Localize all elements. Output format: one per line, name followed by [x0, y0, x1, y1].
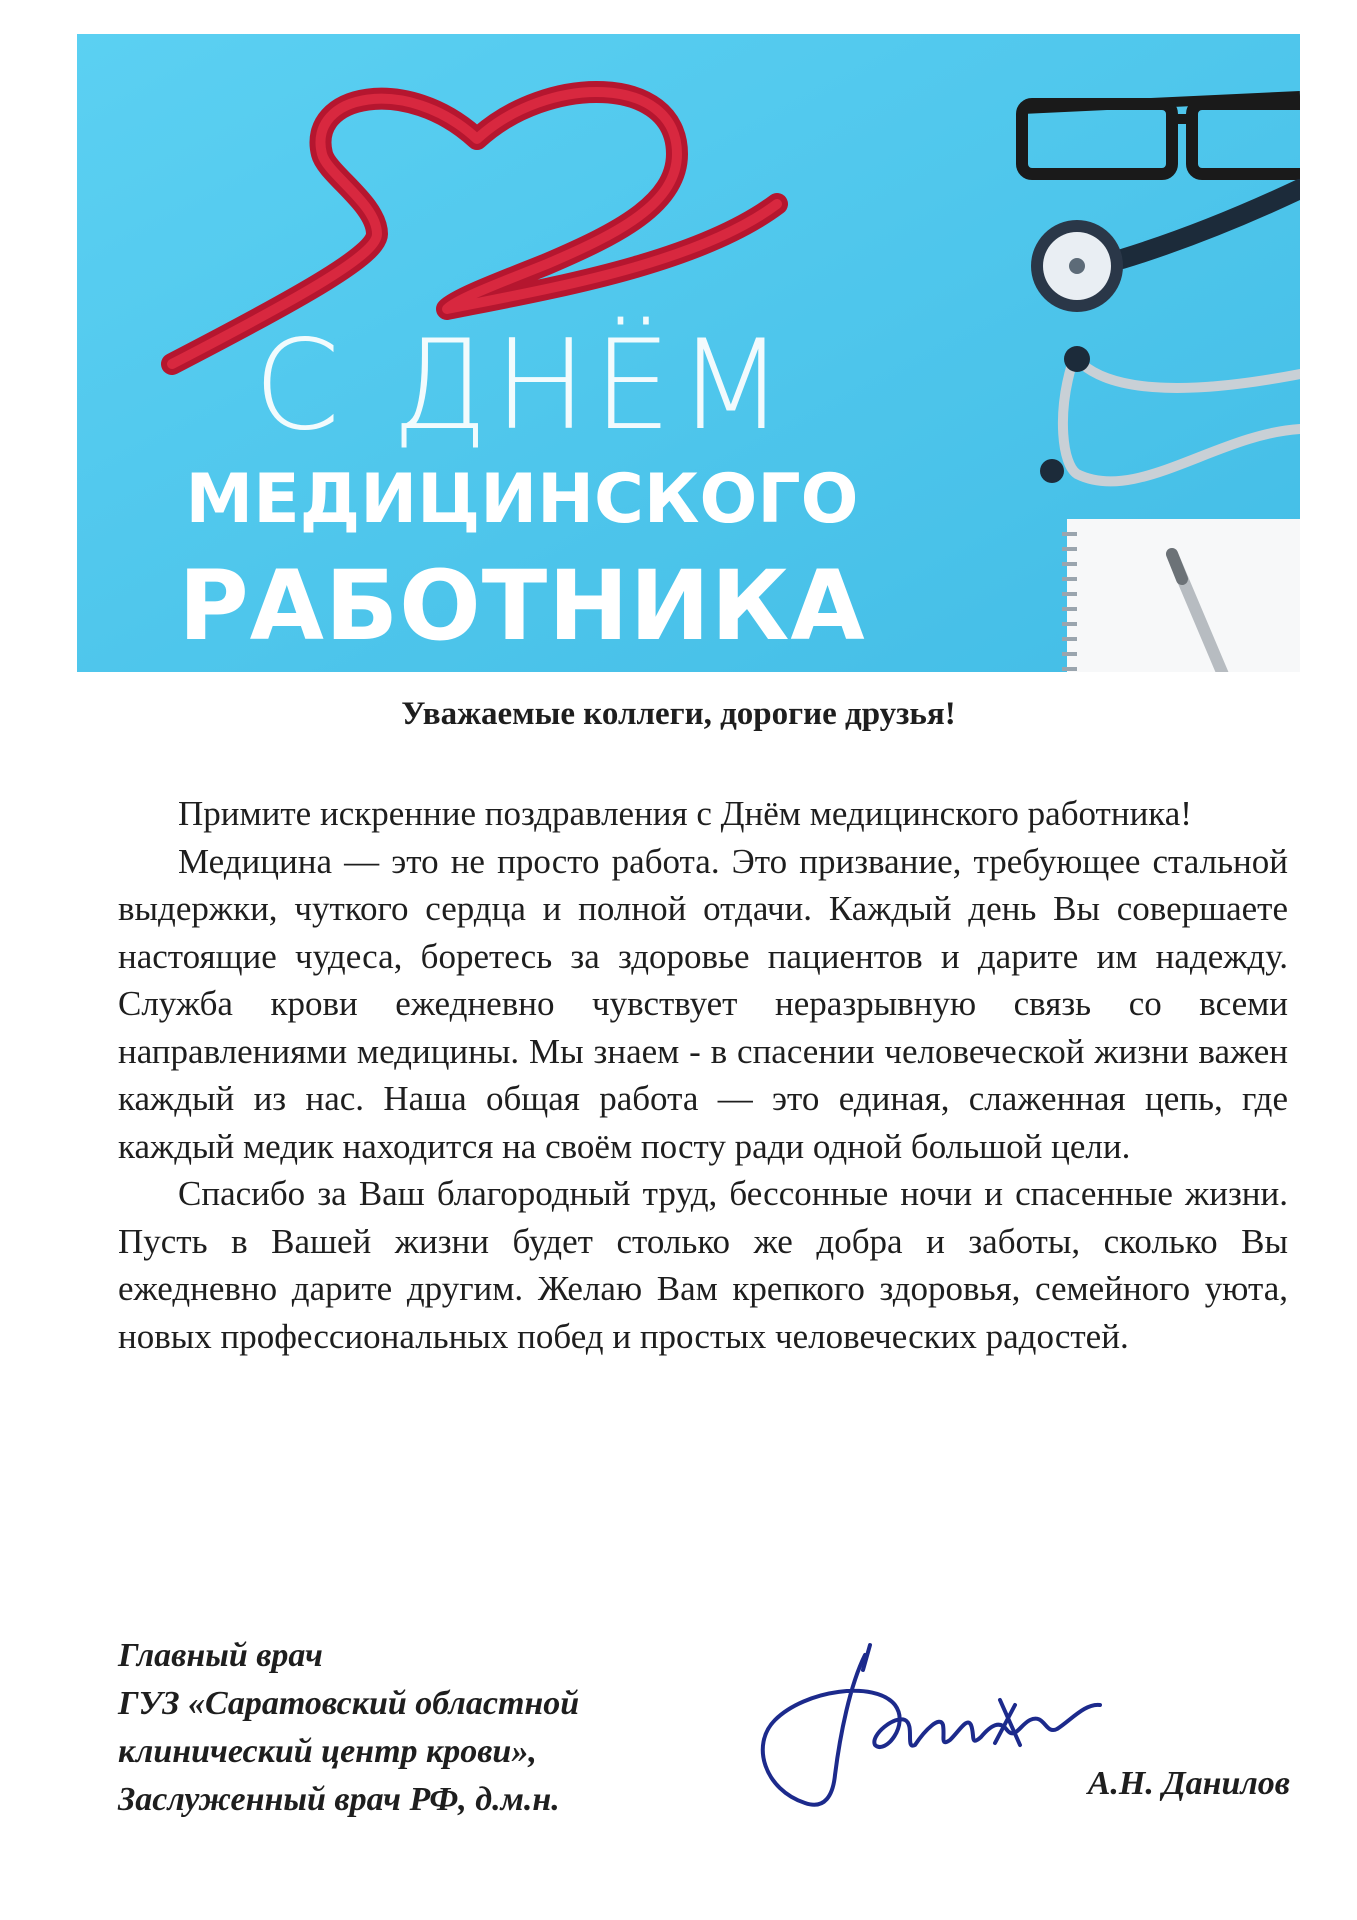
banner — [77, 34, 1300, 672]
letter-paragraph-1: Примите искренние поздравления с Днём медицинского работника! — [178, 794, 1192, 833]
letter-greeting: Уважаемые коллеги, дорогие друзья! — [401, 696, 956, 732]
letter-body — [118, 790, 1288, 1360]
signatory-title-line: клинический центр крови», — [118, 1733, 537, 1770]
signatory-title-line: Заслуженный врач РФ, д.м.н. — [118, 1781, 560, 1818]
signatory-name: А.Н. Данилов — [1087, 1765, 1290, 1802]
letter-paragraph-3: Спасибо за Ваш благородный труд, бессонные ночи и спасенные жизни. Пусть в Вашей жизни будет столько же добра и заботы, сколько Вы ежедневно дарите другим. Желаю Вам крепкого здоровья, семейного уюта, новых профессиональных побед и простых человеческих радостей. — [118, 1174, 1288, 1356]
signatory-title-line: Главный врач — [118, 1637, 323, 1674]
signatory-title-line: ГУЗ «Саратовский областной — [118, 1685, 580, 1722]
banner-title-line2: МЕДИЦИНСКОГО — [185, 460, 859, 539]
letter-paragraph-2: Медицина — это не просто работа. Это призвание, требующее стальной выдержки, чуткого сердца и полной отдачи. Каждый день Вы совершаете настоящие чудеса, боретесь за здоровье пациентов и дарите им надежду. Служба крови ежедневно чувствует неразрывную связь со всеми направлениями медицины. Мы знаем - в спасении человеческой жизни важен каждый из нас. Наша общая работа — это единая, слаженная цепь, где каждый медик находится на своём посту ради одной большой цели. — [118, 841, 1288, 1166]
notepad-icon — [1062, 519, 1300, 672]
signatory-title — [118, 1632, 738, 1824]
banner-title-line1: С ДНЁМ — [253, 314, 791, 458]
banner-title-line3: РАБОТНИКА — [178, 550, 866, 662]
